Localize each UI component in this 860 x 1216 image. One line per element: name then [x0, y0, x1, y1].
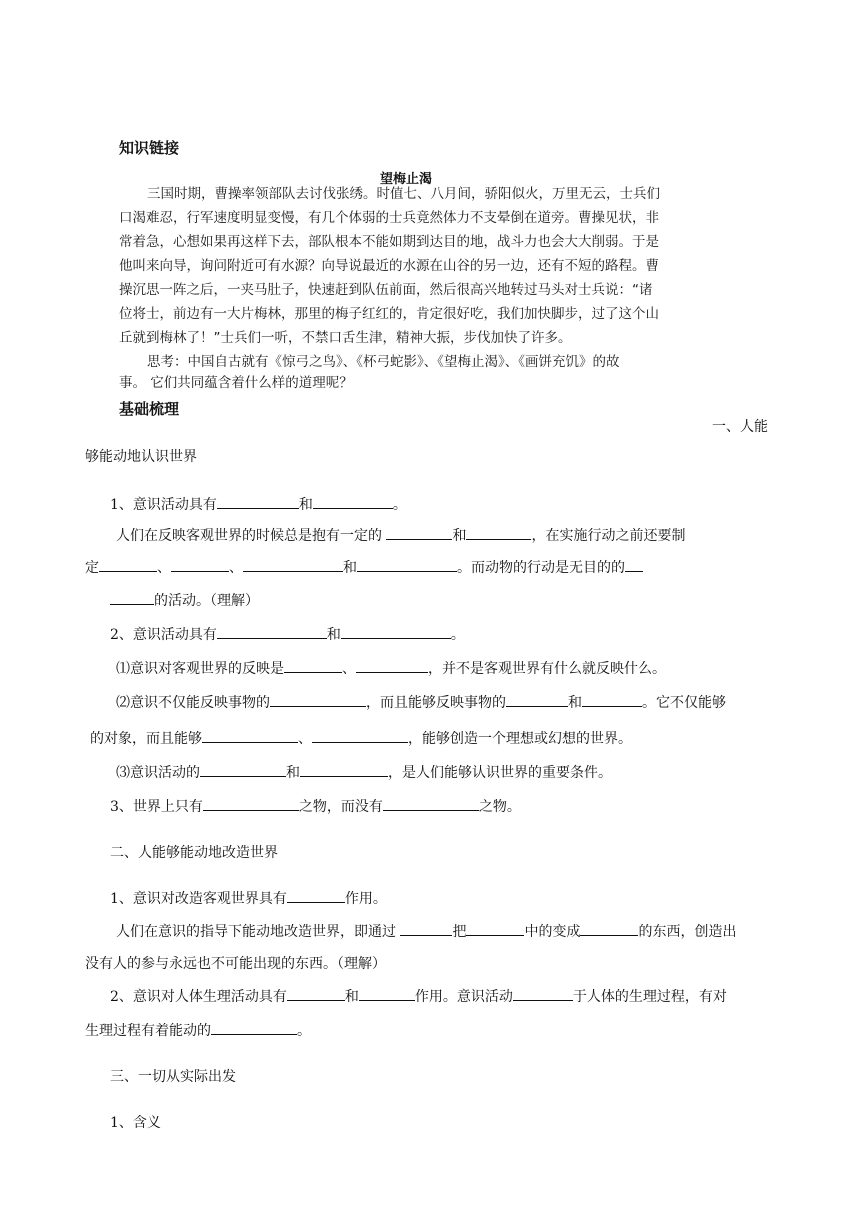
text: 人们在反映客观世界的时候总是抱有一定的	[116, 528, 387, 544]
text: ⑴意识对客观世界的反映是	[116, 661, 284, 677]
text: 、	[298, 731, 312, 747]
blank[interactable]	[202, 728, 298, 743]
text: 3、世界上只有	[110, 799, 203, 815]
text: 没有人的参与永远也不可能出现的东西。（理解）	[85, 956, 386, 972]
story-line: 口渴难忍，行军速度明显变慢，有几个体弱的士兵竟然体力不支晕倒在道旁。曹操见状，非	[119, 210, 659, 226]
text: 。	[450, 627, 465, 643]
blank[interactable]	[99, 557, 157, 572]
text: 、	[229, 560, 243, 576]
blank[interactable]	[284, 658, 342, 673]
text: 定	[85, 560, 99, 576]
text: 和	[452, 528, 467, 544]
blank[interactable]	[357, 557, 457, 572]
blank[interactable]	[513, 986, 573, 1001]
text: ，能够创造一个理想或幻想的世界。	[408, 731, 632, 747]
story-line: 位将士，前边有一大片梅林，那里的梅子红红的，肯定很好吃，我们加快脚步，过了这个山	[119, 306, 659, 322]
blank[interactable]	[466, 525, 531, 540]
text: 和	[326, 627, 341, 643]
blank[interactable]	[287, 986, 345, 1001]
blank[interactable]	[386, 525, 452, 540]
blank[interactable]	[200, 762, 286, 777]
fill-line	[116, 692, 726, 712]
text: 把	[452, 924, 467, 940]
blank[interactable]	[217, 624, 327, 639]
blank[interactable]	[217, 494, 299, 509]
story-title: 望梅止渴	[380, 172, 433, 187]
story-line: 他叫来向导，询问附近可有水源？向导说最近的水源在山谷的另一边，还有不短的路程。曹	[119, 258, 659, 274]
fill-line	[116, 762, 612, 782]
text: 的活动。（理解）	[154, 593, 259, 609]
text: 于人体的生理过程，有对	[572, 989, 727, 1005]
blank[interactable]	[211, 1020, 297, 1035]
blank[interactable]	[506, 692, 568, 707]
text: ，在实施行动之前还要制	[531, 528, 686, 544]
blank[interactable]	[203, 796, 299, 811]
text: 和	[344, 989, 359, 1005]
story-think-line: 事。 它们共同蕴含着什么样的道理呢？	[119, 375, 353, 391]
fill-line	[110, 494, 407, 514]
fill-line	[110, 888, 387, 908]
fill-line	[90, 728, 632, 748]
text: 、	[157, 560, 171, 576]
text: ，并不是客观世界有什么就反映什么。	[428, 661, 666, 677]
blank[interactable]	[270, 692, 366, 707]
blank[interactable]	[313, 494, 393, 509]
text: ⑶意识活动的	[116, 765, 200, 781]
text: 和	[343, 560, 357, 576]
text: 人们在意识的指导下能动地改造世界，即通过	[116, 924, 401, 940]
blank[interactable]	[400, 921, 452, 936]
text: 2、意识对人体生理活动具有	[110, 989, 287, 1005]
blank[interactable]	[582, 692, 642, 707]
blank[interactable]	[341, 624, 451, 639]
story-think-line: 思考：中国自古就有《惊弓之鸟》、《杯弓蛇影》、《望梅止渴》、《画饼充饥》的故	[147, 354, 620, 370]
blank[interactable]	[359, 986, 415, 1001]
blank[interactable]	[312, 728, 408, 743]
section-3-heading: 三、一切从实际出发	[110, 1069, 236, 1085]
story-line: 三国时期，曹操率领部队去讨伐张绣。时值七、八月间，骄阳似火，万里无云，士兵们	[147, 186, 660, 202]
text: 1、意识活动具有	[110, 497, 217, 513]
text: 1、意识对改造客观世界具有	[110, 891, 287, 907]
text: 作用。意识活动	[414, 989, 513, 1005]
story-line: 操沉思一阵之后，一夹马肚子，快速赶到队伍前面，然后很高兴地转过马头对士兵说：“诸	[119, 282, 653, 298]
text: 。它不仅能够	[642, 695, 726, 711]
blank[interactable]	[580, 921, 638, 936]
blank[interactable]	[356, 658, 428, 673]
blank[interactable]	[466, 921, 524, 936]
blank[interactable]	[625, 557, 643, 572]
fill-line	[85, 557, 643, 577]
text: 。	[392, 497, 407, 513]
text: ⑵意识不仅能反映事物的	[116, 695, 270, 711]
text: 。	[297, 1023, 311, 1039]
section-1-heading-part-a: 一、人能	[712, 419, 768, 435]
fill-line	[110, 590, 259, 610]
fill-line	[110, 624, 465, 644]
text: ，是人们能够认识世界的重要条件。	[388, 765, 612, 781]
blank[interactable]	[243, 557, 343, 572]
fill-line	[110, 796, 521, 816]
text: 之物。	[478, 799, 521, 815]
blank[interactable]	[171, 557, 229, 572]
text: 的东西，创造出	[638, 924, 737, 940]
text: 和	[568, 695, 582, 711]
fill-line	[85, 1020, 311, 1040]
story-line: 常着急，心想如果再这样下去，部队根本不能如期到达目的地，战斗力也会大大削弱。于是	[119, 234, 659, 250]
blank[interactable]	[287, 888, 345, 903]
text: 、	[342, 661, 356, 677]
fill-line	[116, 921, 736, 941]
text: ，而且能够反映事物的	[366, 695, 506, 711]
blank[interactable]	[300, 762, 388, 777]
text: 2、意识活动具有	[110, 627, 217, 643]
text: 和	[298, 497, 313, 513]
fill-line	[110, 986, 727, 1006]
story-line: 丘就到梅林了！”士兵们一听，不禁口舌生津，精神大振，步伐加快了许多。	[119, 330, 572, 346]
fill-line	[85, 953, 386, 973]
section-heading-knowledge-link: 知识链接	[119, 139, 180, 157]
item-meaning: 1、含义	[110, 1115, 161, 1131]
text: 作用。	[344, 891, 387, 907]
text: 生理过程有着能动的	[85, 1023, 211, 1039]
text: 之物，而没有	[298, 799, 383, 815]
text: 的对象，而且能够	[90, 731, 202, 747]
blank[interactable]	[383, 796, 479, 811]
blank[interactable]	[110, 590, 154, 605]
section-heading-basic-review: 基础梳理	[119, 400, 180, 418]
text: 。而动物的行动是无目的的	[457, 560, 625, 576]
text: 和	[286, 765, 300, 781]
fill-line	[116, 658, 666, 678]
fill-line	[116, 525, 685, 545]
section-2-heading: 二、人能够能动地改造世界	[110, 845, 278, 861]
section-1-heading-part-b: 够能动地认识世界	[85, 449, 197, 465]
text: 中的变成	[524, 924, 581, 940]
